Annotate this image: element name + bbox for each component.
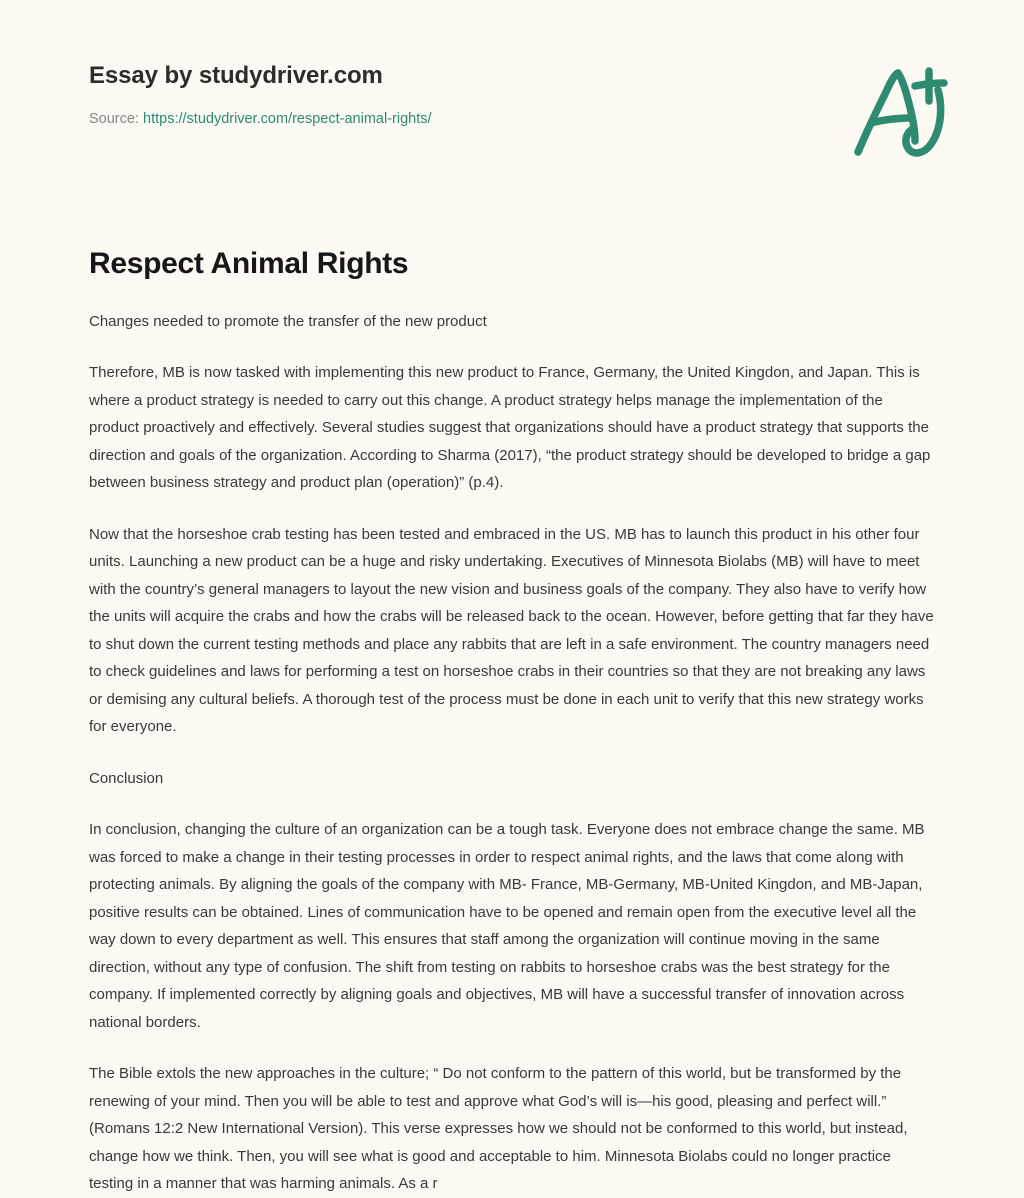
source-label: Source: xyxy=(89,110,139,127)
paragraph: In conclusion, changing the culture of an organization can be a tough task. Everyone does not embrace change the same. MB was forced to make a change in their testing processes in order to respect animal rights, and the laws that come along with protecting animals. By aligning the goals of the company with MB- France, MB-Germany, MB-United Kingdon, and MB-Japan, positive results can be obtained. Lines of communication have to be opened and remain open from the executive level all the way down to every department as well. This ensures that staff among the organization will continue moving in the same direction, without any type of confusion. The shift from testing on rabbits to horseshoe crabs was the best strategy for the company. If implemented correctly by aligning goals and objectives, MB will have a successful transfer of innovation across national borders. xyxy=(89,821,925,1031)
conclusion-heading: Conclusion xyxy=(89,769,164,787)
paragraph: The Bible extols the new approaches in the culture; “ Do not conform to the pattern of this world, but be transformed by the renewing of your mind. Then you will be able to test and approve what God’s will is—his good, pleasing and perfect will.” (Romans 12:2 New International Version). This verse expresses how we should not be conformed to this world, but instead, change how we think. Then, you will see what is good and acceptable to him. Minnesota Biolabs could no longer practice testing in a manner that was harming animals. As a r xyxy=(89,1065,908,1193)
header-text-block xyxy=(89,62,432,129)
article-subtitle: Changes needed to promote the transfer of the new product xyxy=(89,312,487,330)
essay-byline: Essay by studydriver.com xyxy=(89,62,383,89)
article xyxy=(89,246,934,1198)
page-title: Respect Animal Rights xyxy=(89,247,409,280)
article-body xyxy=(89,308,934,1198)
a-plus-logo-icon xyxy=(846,64,950,162)
paragraph: Now that the horseshoe crab testing has been tested and embraced in the US. MB has to launch this product in his other four units. Launching a new product can be a huge and risky undertaking. Executives of Minnesota Biolabs (MB) will have to meet with the country’s general managers to layout the new vision and business goals of the company. They also have to verify how the units will acquire the crabs and how the crabs will be released back to the ocean. However, before getting that far they have to shut down the current testing methods and place any rabbits that are left in a safe environment. The country managers need to check guidelines and laws for performing a test on horseshoe crabs in their countries so that they are not breaking any laws or demising any cultural beliefs. A thorough test of the process must be done in each unit to verify that this new strategy works for everyone. xyxy=(89,525,934,736)
paragraph: Therefore, MB is now tasked with implementing this new product to France, Germany, the United Kingdon, and Japan. This is where a product strategy is needed to carry out this change. A product strategy helps manage the implementation of the product proactively and effectively. Several studies suggest that organizations should have a product strategy that supports the direction and goals of the organization. According to Sharma (2017), “the product strategy should be developed to bridge a gap between business strategy and product plan (operation)” (p.4). xyxy=(89,364,931,492)
source-line xyxy=(89,110,432,129)
source-url-link[interactable]: https://studydriver.com/respect-animal-rights/ xyxy=(143,110,432,127)
